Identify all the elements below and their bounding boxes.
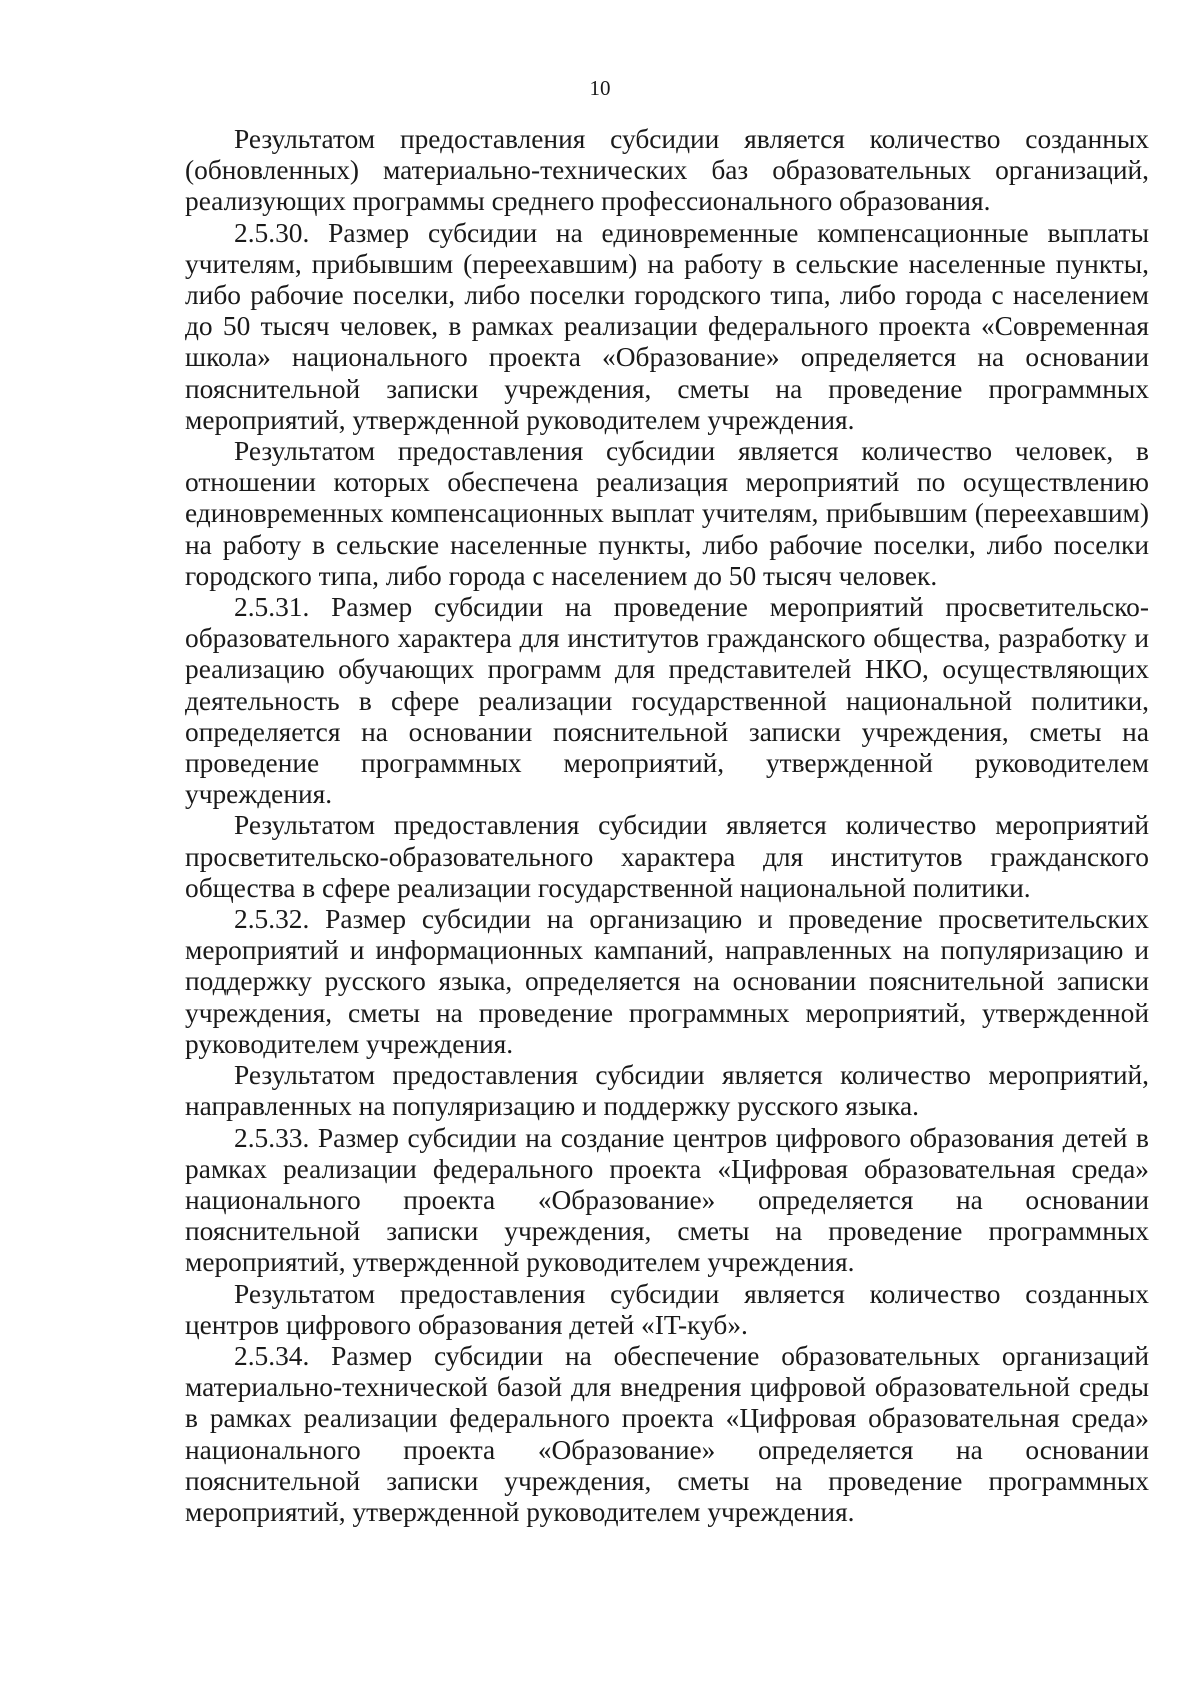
paragraph-2-5-33: 2.5.33. Размер субсидии на создание центров цифрового образования детей в рамках реализации федерального проекта «Цифровая образовательная среда» национального проекта «Образование» определяется на основании пояснительной записки учреждения, сметы на проведение программных мероприятий, утвержденной руководителем учреждения. <box>185 1122 1149 1278</box>
paragraph-result-teachers: Результатом предоставления субсидии является количество человек, в отношении которых обеспечена реализация мероприятий по осуществлению единовременных компенсационных выплат учителям, прибывшим (переехавшим) на работу в сельские населенные пункты, либо рабочие поселки, либо поселки городского типа, либо города с населением до 50 тысяч человек. <box>185 436 1149 591</box>
paragraph-2-5-30: 2.5.30. Размер субсидии на единовременные компенсационные выплаты учителям, прибывшим (переехавшим) на работу в сельские населенные пункты, либо рабочие поселки, либо поселки городского типа, либо города с населением до 50 тысяч человек, в рамках реализации федерального проекта «Современная школа» национального проекта «Образование» определяется на основании пояснительной записки учреждения, сметы на проведение программных мероприятий, утвержденной руководителем учреждения. <box>185 217 1149 435</box>
paragraph-result-russian-language: Результатом предоставления субсидии является количество мероприятий, направленных на популяризацию и поддержку русского языка. <box>185 1060 1149 1122</box>
paragraph-2-5-31: 2.5.31. Размер субсидии на проведение мероприятий просветительско-образовательного характера для институтов гражданского общества, разработку и реализацию обучающих программ для представителей НКО, осуществляющих деятельность в сфере реализации государственной национальной политики, определяется на основании пояснительной записки учреждения, сметы на проведение программных мероприятий, утвержденной руководителем учреждения. <box>185 592 1149 810</box>
document-body <box>185 124 1149 1528</box>
paragraph-2-5-32: 2.5.32. Размер субсидии на организацию и проведение просветительских мероприятий и информационных кампаний, направленных на популяризацию и поддержку русского языка, определяется на основании пояснительной записки учреждения, сметы на проведение программных мероприятий, утвержденной руководителем учреждения. <box>185 904 1149 1059</box>
paragraph-result-prof-education: Результатом предоставления субсидии является количество созданных (обновленных) материально-технических баз образовательных организаций, реализующих программы среднего профессионального образования. <box>185 124 1149 217</box>
paragraph-result-it-cube: Результатом предоставления субсидии является количество созданных центров цифрового образования детей «IT-куб». <box>185 1278 1149 1340</box>
paragraph-result-civil-society: Результатом предоставления субсидии является количество мероприятий просветительско-образовательного характера для институтов гражданского общества в сфере реализации государственной национальной политики. <box>185 810 1149 903</box>
paragraph-2-5-34: 2.5.34. Размер субсидии на обеспечение образовательных организаций материально-технической базой для внедрения цифровой образовательной среды в рамках реализации федерального проекта «Цифровая образовательная среда» национального проекта «Образование» определяется на основании пояснительной записки учреждения, сметы на проведение программных мероприятий, утвержденной руководителем учреждения. <box>185 1340 1149 1527</box>
page-number: 10 <box>589 76 611 100</box>
